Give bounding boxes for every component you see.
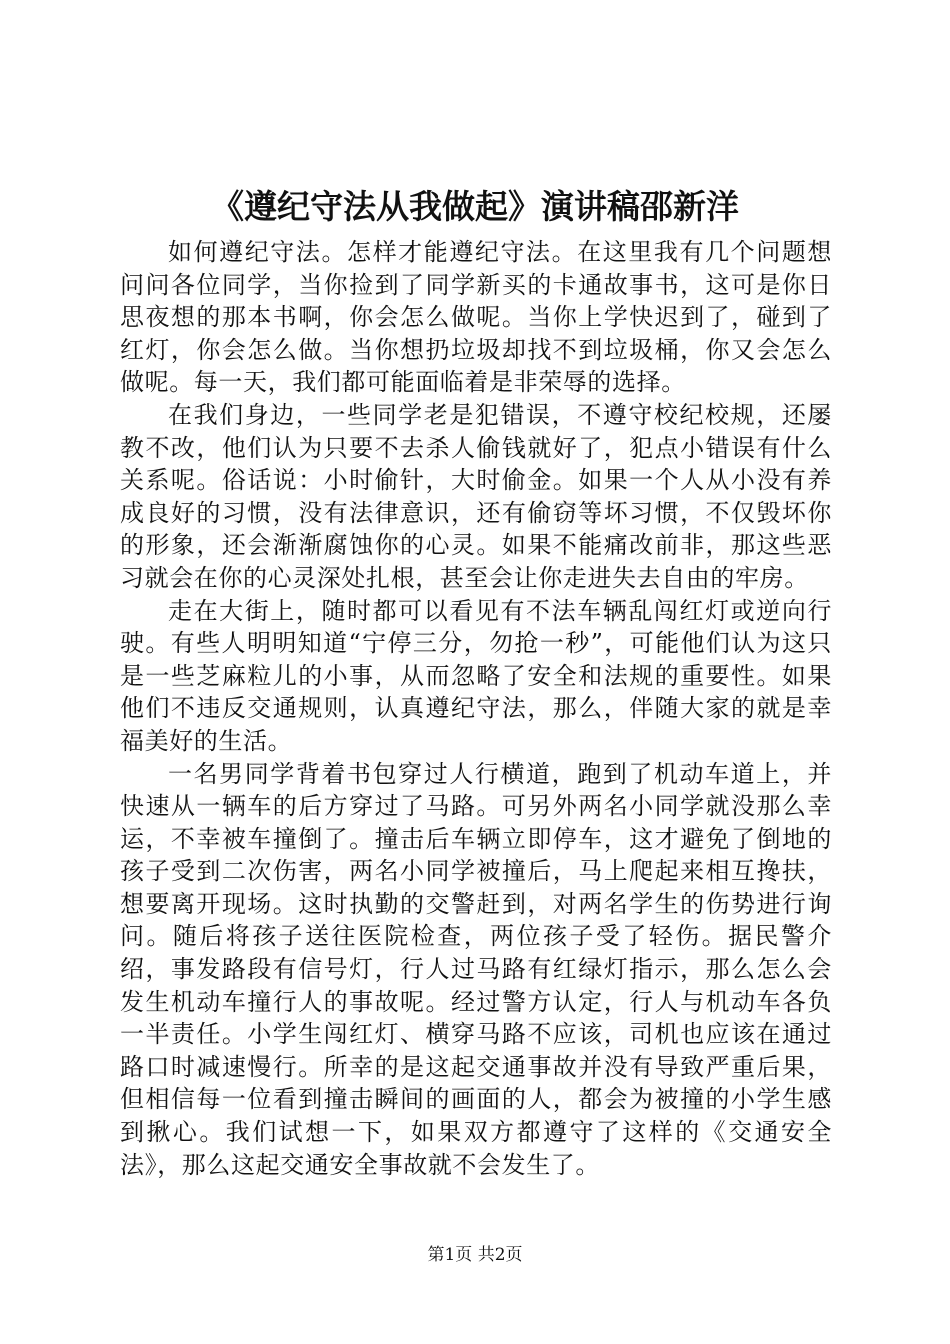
- paragraph-1: 如何遵纪守法。怎样才能遵纪守法。在这里我有几个问题想问问各位同学，当你捡到了同学新买的卡通故事书，这可是你日思夜想的那本书啊，你会怎么做呢。当你上学快迟到了，碰到了红灯，你会怎么做。当你想扔垃圾却找不到垃圾桶，你又会怎么做呢。每一天，我们都可能面临着是非荣辱的选择。: [120, 238, 832, 397]
- document-title: 《遵纪守法从我做起》演讲稿邵新洋: [211, 187, 739, 226]
- page-footer: 第1页 共2页: [427, 1245, 523, 1265]
- paragraph-2: 在我们身边，一些同学老是犯错误，不遵守校纪校规，还屡教不改，他们认为只要不去杀人偷钱就好了，犯点小错误有什么关系呢。俗话说：小时偷针，大时偷金。如果一个人从小没有养成良好的习惯，没有法律意识，还有偷窃等坏习惯，不仅毁坏你的形象，还会渐渐腐蚀你的心灵。如果不能痛改前非，那这些恶习就会在你的心灵深处扎根，甚至会让你走进失去自由的牢房。: [120, 400, 832, 592]
- paragraph-4: 一名男同学背着书包穿过人行横道，跑到了机动车道上，并快速从一辆车的后方穿过了马路。可另外两名小同学就没那么幸运，不幸被车撞倒了。撞击后车辆立即停车，这才避免了倒地的孩子受到二次伤害，两名小同学被撞后，马上爬起来相互搀扶，想要离开现场。这时执勤的交警赶到，对两名学生的伤势进行询问。随后将孩子送往医院检查，两位孩子受了轻伤。据民警介绍，事发路段有信号灯，行人过马路有红绿灯指示，那么怎么会发生机动车撞行人的事故呢。经过警方认定，行人与机动车各负一半责任。小学生闯红灯、横穿马路不应该，司机也应该在通过路口时减速慢行。所幸的是这起交通事故并没有导致严重后果，但相信每一位看到撞击瞬间的画面的人，都会为被撞的小学生感到揪心。我们试想一下，如果双方都遵守了这样的《交通安全法》，那么这起交通安全事故就不会发生了。: [120, 759, 832, 1179]
- document-body: [120, 236, 832, 1181]
- paragraph-3: 走在大街上，随时都可以看见有不法车辆乱闯红灯或逆向行驶。有些人明明知道“宁停三分，勿抢一秒”，可能他们认为这只是一些芝麻粒儿的小事，从而忽略了安全和法规的重要性。如果他们不违反交通规则，认真遵纪守法，那么，伴随大家的就是幸福美好的生活。: [120, 596, 832, 755]
